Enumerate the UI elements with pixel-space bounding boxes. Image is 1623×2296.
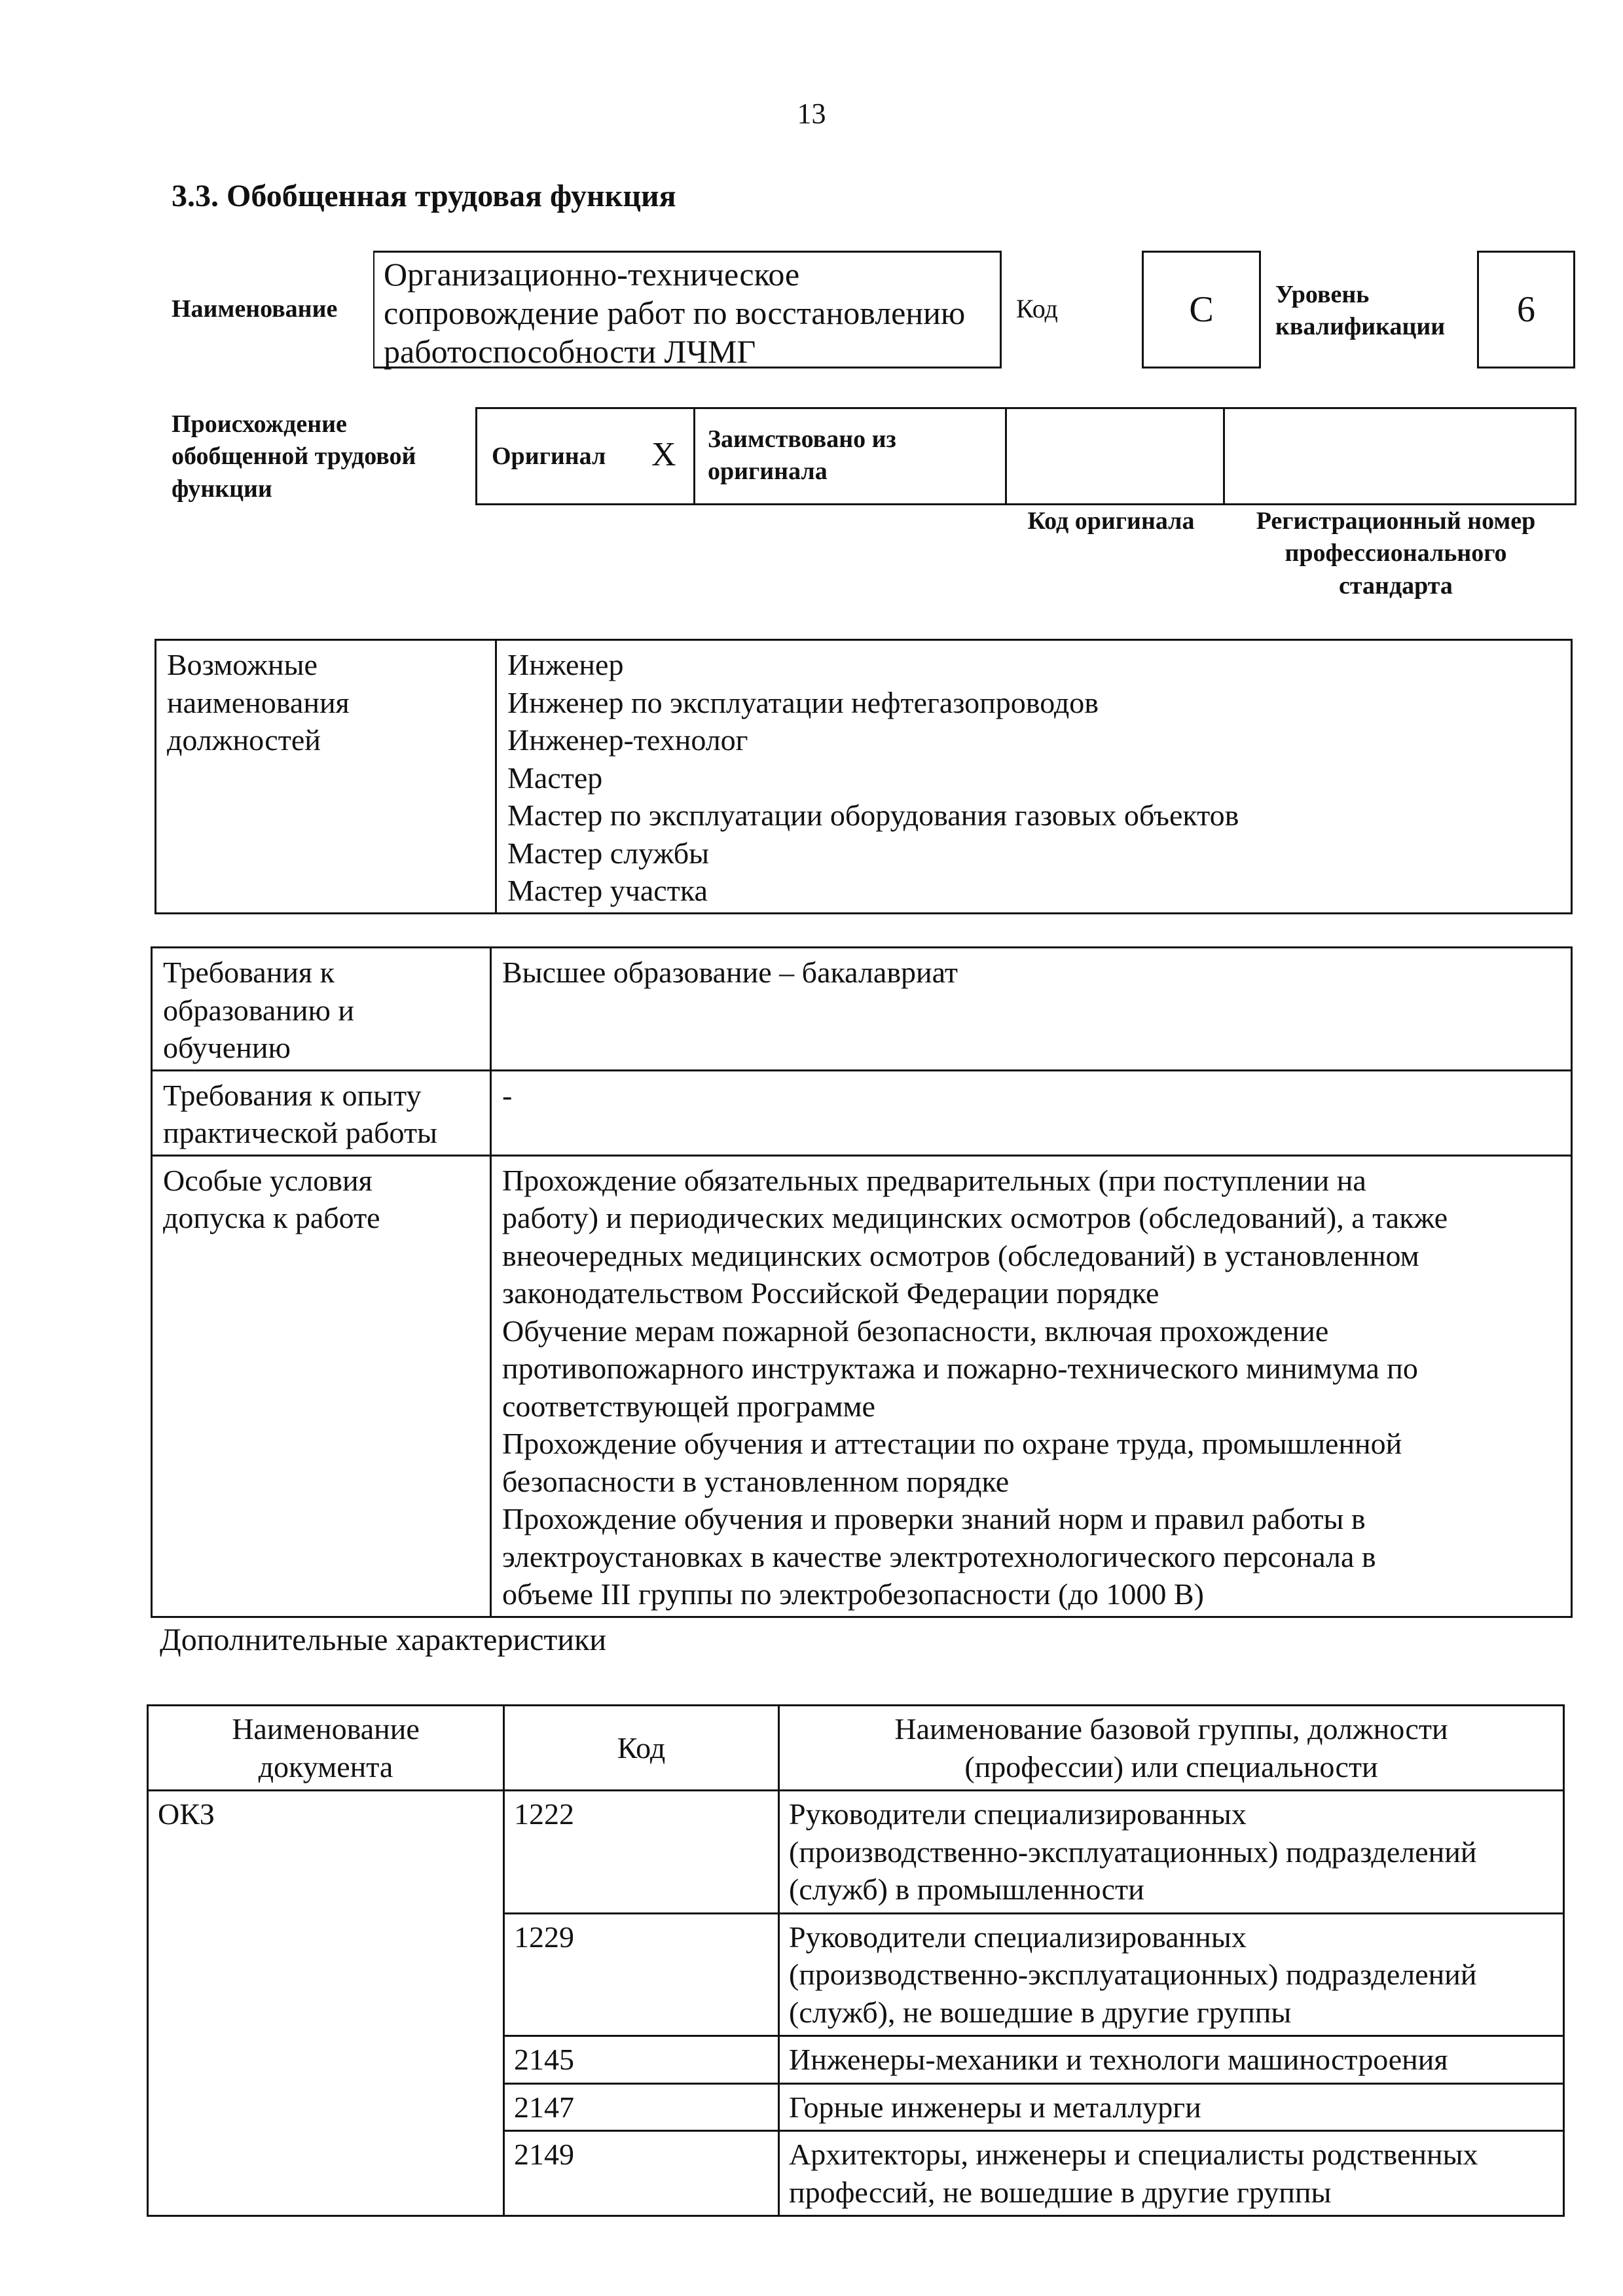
requirements-table xyxy=(151,946,1573,1618)
origin-original-cell xyxy=(477,409,695,503)
row-code: 2147 xyxy=(504,2083,779,2131)
row-name: Архитекторы, инженеры и специалисты родственных профессий, не вошедшие в другие группы xyxy=(779,2131,1564,2216)
conditions-value xyxy=(491,1155,1572,1617)
row-name: Горные инженеры и металлурги xyxy=(779,2083,1564,2131)
position-item: Инженер по эксплуатации нефтегазопроводов xyxy=(507,685,1099,719)
level-label: Уровень квалификации xyxy=(1275,281,1446,341)
name-value-box xyxy=(373,251,1002,368)
reg-number-caption: Регистрационный номер профессионального стандарта xyxy=(1256,507,1536,600)
condition-line: работу) и периодических медицинских осмотров (обследований), а также xyxy=(502,1201,1448,1234)
level-value: 6 xyxy=(1477,251,1575,368)
position-item: Мастер xyxy=(507,761,603,795)
row-code: 2145 xyxy=(504,2036,779,2084)
condition-line: объеме III группы по электробезопасности (до 1000 В) xyxy=(502,1577,1204,1611)
name-value-line: Организационно-техническое xyxy=(384,256,800,293)
conditions-label: Особые условия допуска к работе xyxy=(152,1155,491,1617)
position-item: Мастер по эксплуатации оборудования газовых объектов xyxy=(507,798,1239,832)
row-name: Руководители специализированных (производственно-эксплуатационных) подразделений (служб), не вошедшие в другие группы xyxy=(779,1913,1564,2036)
col-code-header: Код xyxy=(504,1706,779,1791)
code-label: Код xyxy=(1016,294,1058,323)
positions-table xyxy=(155,639,1573,914)
experience-label: Требования к опыту практической работы xyxy=(152,1070,491,1155)
name-value-line: работоспособности ЛЧМГ xyxy=(384,333,756,370)
original-label: Оригинал xyxy=(492,442,606,470)
position-item: Инженер-технолог xyxy=(507,723,748,757)
section-title: 3.3. Обобщенная трудовая функция xyxy=(172,179,676,213)
doc-name-cell: ОКЗ xyxy=(148,1791,504,2216)
original-mark: X xyxy=(651,436,676,473)
row-code: 2149 xyxy=(504,2131,779,2216)
row-name: Инженеры-механики и технологи машиностроения xyxy=(779,2036,1564,2084)
condition-line: Обучение мерам пожарной безопасности, включая прохождение xyxy=(502,1314,1329,1348)
condition-line: Прохождение обязательных предварительных (при поступлении на xyxy=(502,1163,1366,1197)
name-value-line: сопровождение работ по восстановлению xyxy=(384,295,966,331)
condition-line: Прохождение обучения и аттестации по охране труда, промышленной xyxy=(502,1427,1402,1460)
condition-line: внеочередных медицинских осмотров (обследований) в установленном xyxy=(502,1238,1419,1272)
name-label: Наименование xyxy=(172,295,338,323)
col-name-header: Наименование базовой группы, должности (профессии) или специальности xyxy=(779,1706,1564,1791)
borrowed-label: Заимствовано из оригинала xyxy=(708,425,896,486)
position-item: Мастер службы xyxy=(507,836,710,870)
condition-line: соответствующей программе xyxy=(502,1389,875,1423)
row-name: Руководители специализированных (производственно-эксплуатационных) подразделений (служб) в промышленности xyxy=(779,1791,1564,1914)
condition-line: электроустановках в качестве электротехнологического персонала в xyxy=(502,1539,1376,1573)
experience-value: - xyxy=(491,1070,1572,1155)
position-item: Инженер xyxy=(507,648,624,681)
page-number: 13 xyxy=(797,98,826,130)
positions-label: Возможные наименования должностей xyxy=(156,640,496,914)
position-item: Мастер участка xyxy=(507,874,708,907)
education-label: Требования к образованию и обучению xyxy=(152,948,491,1071)
condition-line: законодательством Российской Федерации порядке xyxy=(502,1276,1159,1310)
condition-line: безопасности в установленном порядке xyxy=(502,1464,1010,1498)
origin-grid xyxy=(475,407,1577,505)
origin-label: Происхождение обобщенной трудовой функции xyxy=(172,410,416,503)
additional-table xyxy=(147,1704,1565,2217)
education-value: Высшее образование – бакалавриат xyxy=(491,948,1572,1071)
condition-line: противопожарного инструктажа и пожарно-технического минимума по xyxy=(502,1352,1418,1385)
code-value: C xyxy=(1142,251,1261,368)
code-original-caption: Код оригинала xyxy=(1027,507,1195,535)
row-code: 1222 xyxy=(504,1791,779,1914)
code-original-cell xyxy=(1005,409,1225,503)
reg-number-cell xyxy=(1221,409,1575,503)
row-code: 1229 xyxy=(504,1913,779,2036)
additional-title: Дополнительные характеристики xyxy=(160,1623,607,1657)
positions-list xyxy=(496,640,1572,914)
col-doc-header: Наименование документа xyxy=(148,1706,504,1791)
condition-line: Прохождение обучения и проверки знаний норм и правил работы в xyxy=(502,1502,1366,1535)
